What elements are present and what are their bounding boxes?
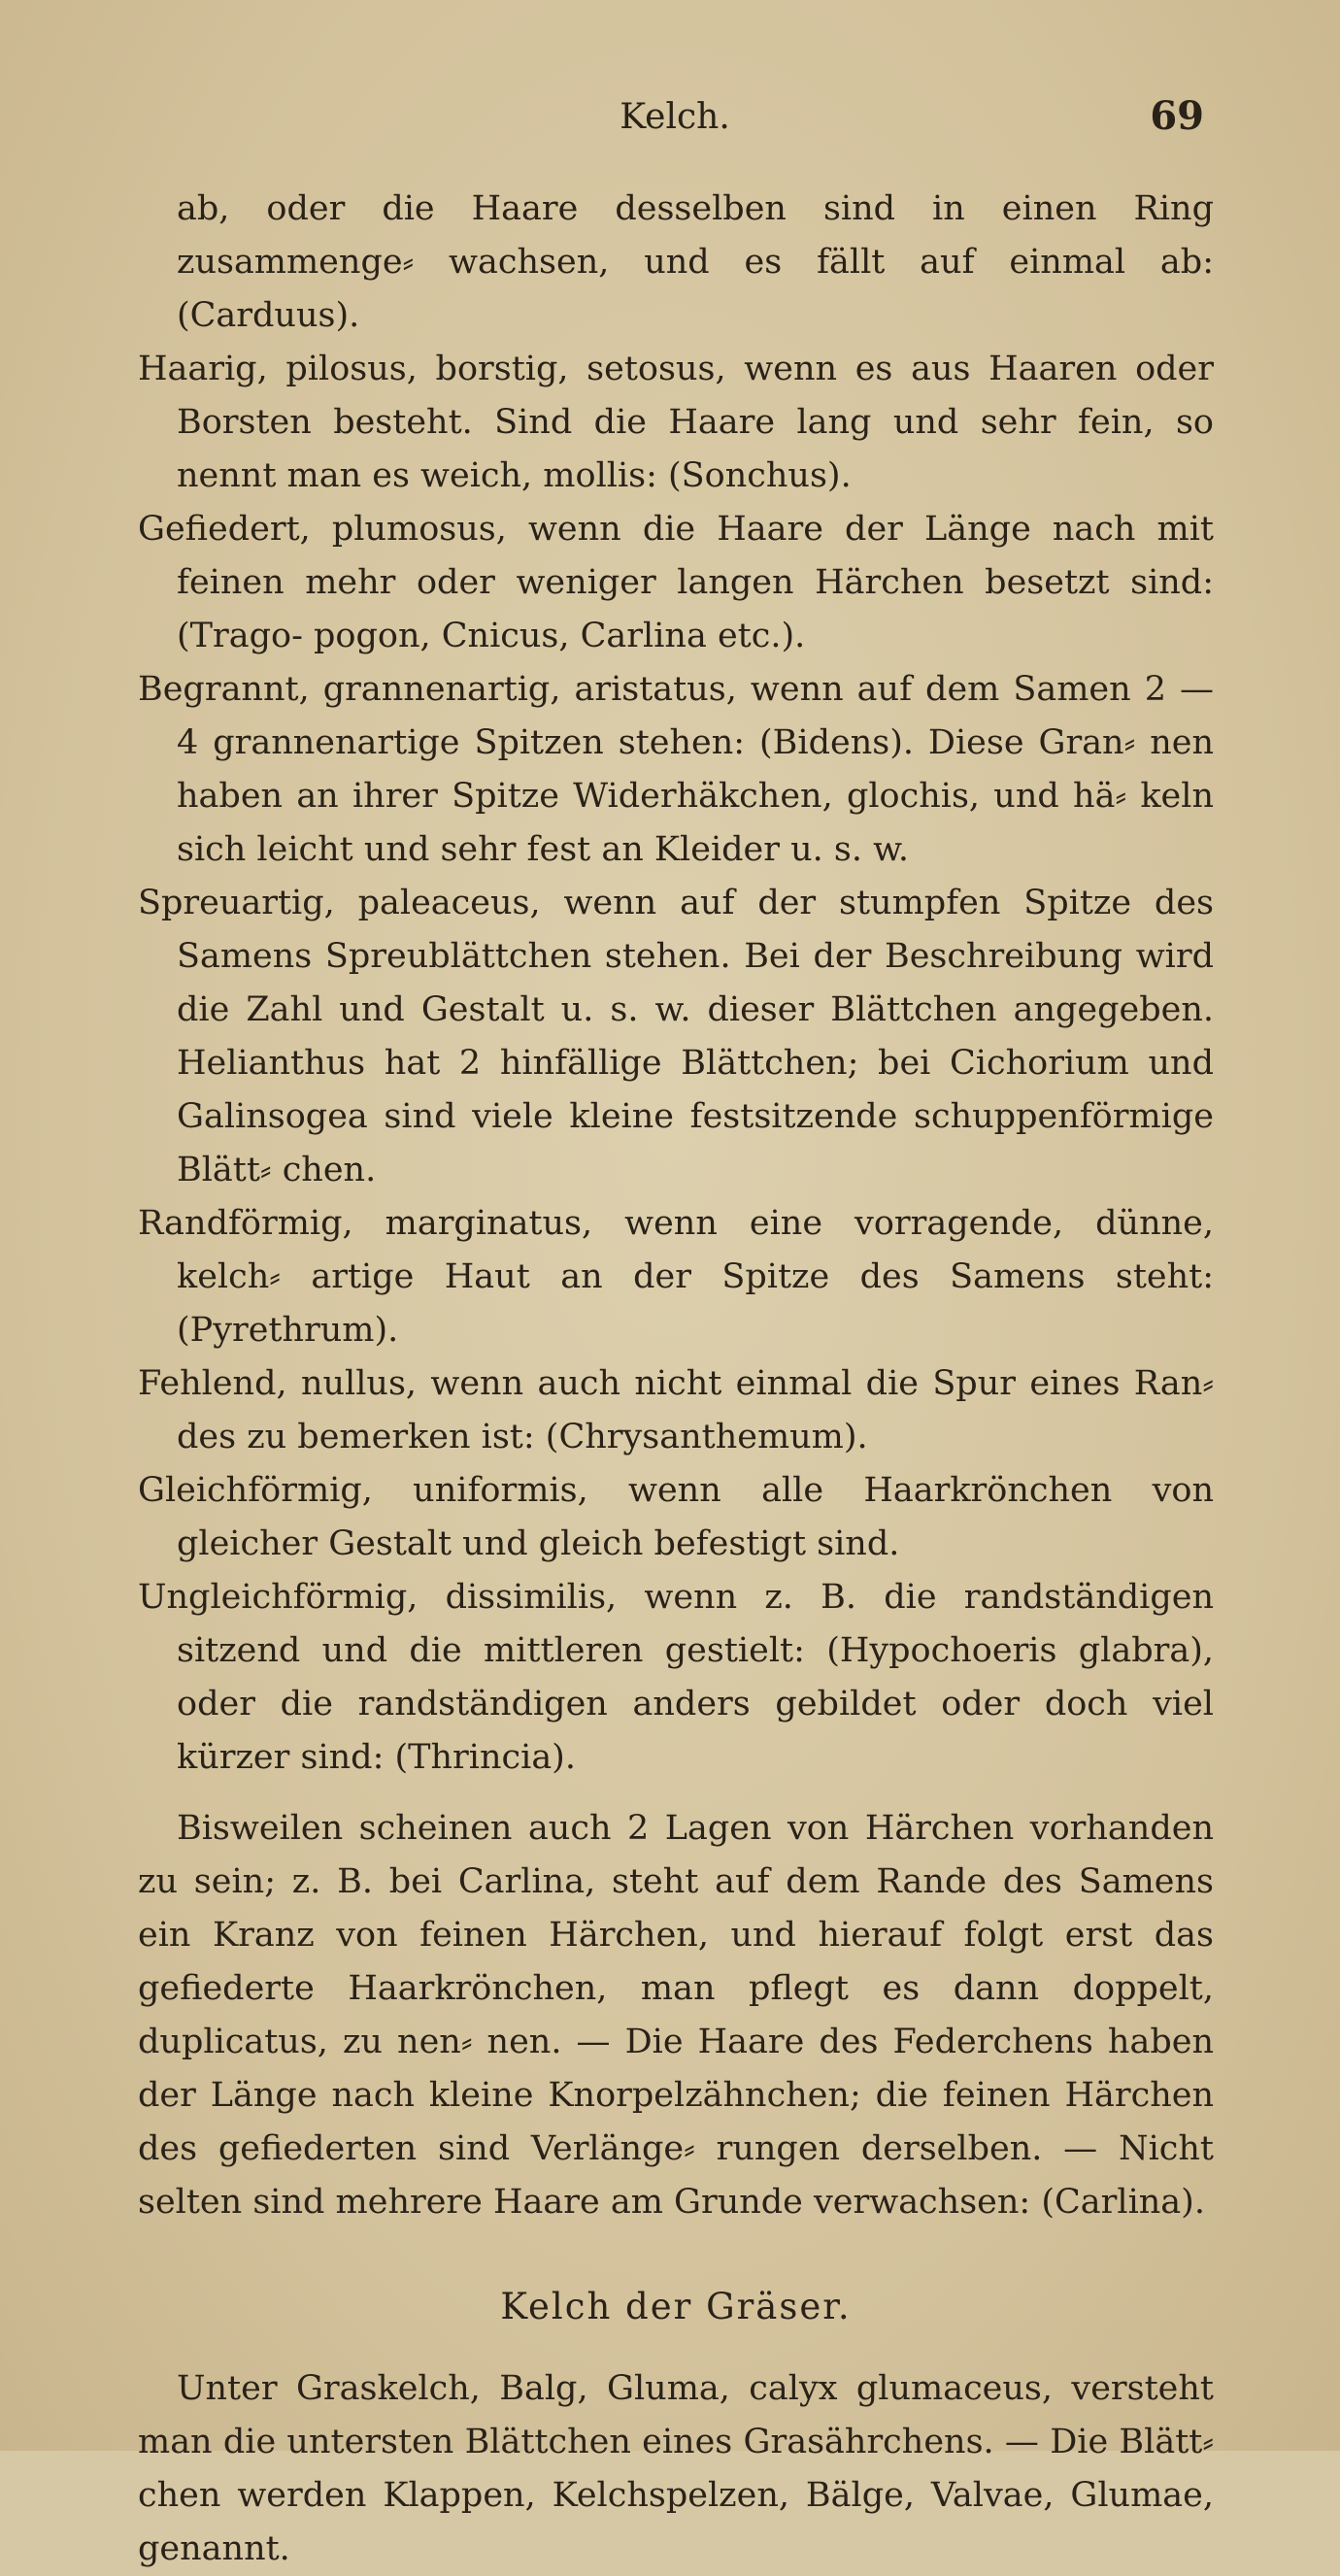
- definition-entry-gleichfoermig: Gleichförmig, uniformis, wenn alle Haarkrönchen von gleicher Gestalt und gleich befestigt sind.: [138, 1471, 1214, 1563]
- page-number: 69: [1150, 93, 1204, 139]
- definition-entry-randfoermig: Randförmig, marginatus, wenn eine vorragende, dünne, kelch⸗ artige Haut an der Spitze des Samens steht: (Pyrethrum).: [138, 1204, 1214, 1350]
- running-head: Kelch.: [620, 97, 730, 137]
- body-paragraph-grasses: Unter Graskelch, Balg, Gluma, calyx glumaceus, versteht man die untersten Blättchen eines Grasährchens. — Die Blätt⸗ chen werden Klappen, Kelchspelzen, Bälge, Valvae, Glumae, genannt.: [138, 2369, 1214, 2568]
- continued-paragraph: ab, oder die Haare desselben sind in einen Ring zusammenge⸗ wachsen, und es fällt auf einmal ab: (Carduus).: [177, 189, 1214, 335]
- body-paragraph: Bisweilen scheinen auch 2 Lagen von Härchen vorhanden zu sein; z. B. bei Carlina, steht auf dem Rande des Samens ein Kranz von feinen Härchen, und hierauf folgt erst das gefiederte Haarkrönchen, man pflegt es dann doppelt, duplicatus, zu nen⸗ nen. — Die Haare des Federchens haben der Länge nach kleine Knorpelzähnchen; die feinen Härchen des gefiederten sind Verlänge⸗ rungen derselben. — Nicht selten sind mehrere Haare am Grunde verwachsen: (Carlina).: [138, 1809, 1214, 2222]
- page-header: [146, 89, 1204, 148]
- section-heading: Kelch der Gräser.: [500, 2286, 852, 2327]
- definition-entry-haarig: Haarig, pilosus, borstig, setosus, wenn es aus Haaren oder Borsten besteht. Sind die Haare lang und sehr fein, so nennt man es weich, mollis: (Sonchus).: [138, 350, 1214, 495]
- definition-entry-ungleichfoermig: Ungleichförmig, dissimilis, wenn z. B. die randständigen sitzend und die mittleren gestielt: (Hypochoeris glabra), oder die randständigen anders gebildet oder doch viel kürzer sind: (Thrincia).: [138, 1578, 1214, 1777]
- definition-entry-gefiedert: Gefiedert, plumosus, wenn die Haare der Länge nach mit feinen mehr oder weniger langen Härchen besetzt sind: (Trago- pogon, Cnicus, Carlina etc.).: [138, 510, 1214, 655]
- page-body: [138, 183, 1214, 2576]
- definition-entry-spreuartig: Spreuartig, paleaceus, wenn auf der stumpfen Spitze des Samens Spreublättchen stehen. Bei der Beschreibung wird die Zahl und Gestalt u. s. w. dieser Blättchen angegeben. Helianthus hat 2 hinfällige Blättchen; bei Cichorium und Galinsogea sind viele kleine festsitzende schuppenförmige Blätt⸗ chen.: [138, 884, 1214, 1189]
- definition-entry-fehlend: Fehlend, nullus, wenn auch nicht einmal die Spur eines Ran⸗ des zu bemerken ist: (Chrysanthemum).: [138, 1364, 1214, 1456]
- definition-entry-begrannt: Begrannt, grannenartig, aristatus, wenn auf dem Samen 2 — 4 grannenartige Spitzen stehen: (Bidens). Diese Gran⸗ nen haben an ihrer Spitze Widerhäkchen, glochis, und hä⸗ keln sich leicht und sehr fest an Kleider u. s. w.: [138, 670, 1214, 869]
